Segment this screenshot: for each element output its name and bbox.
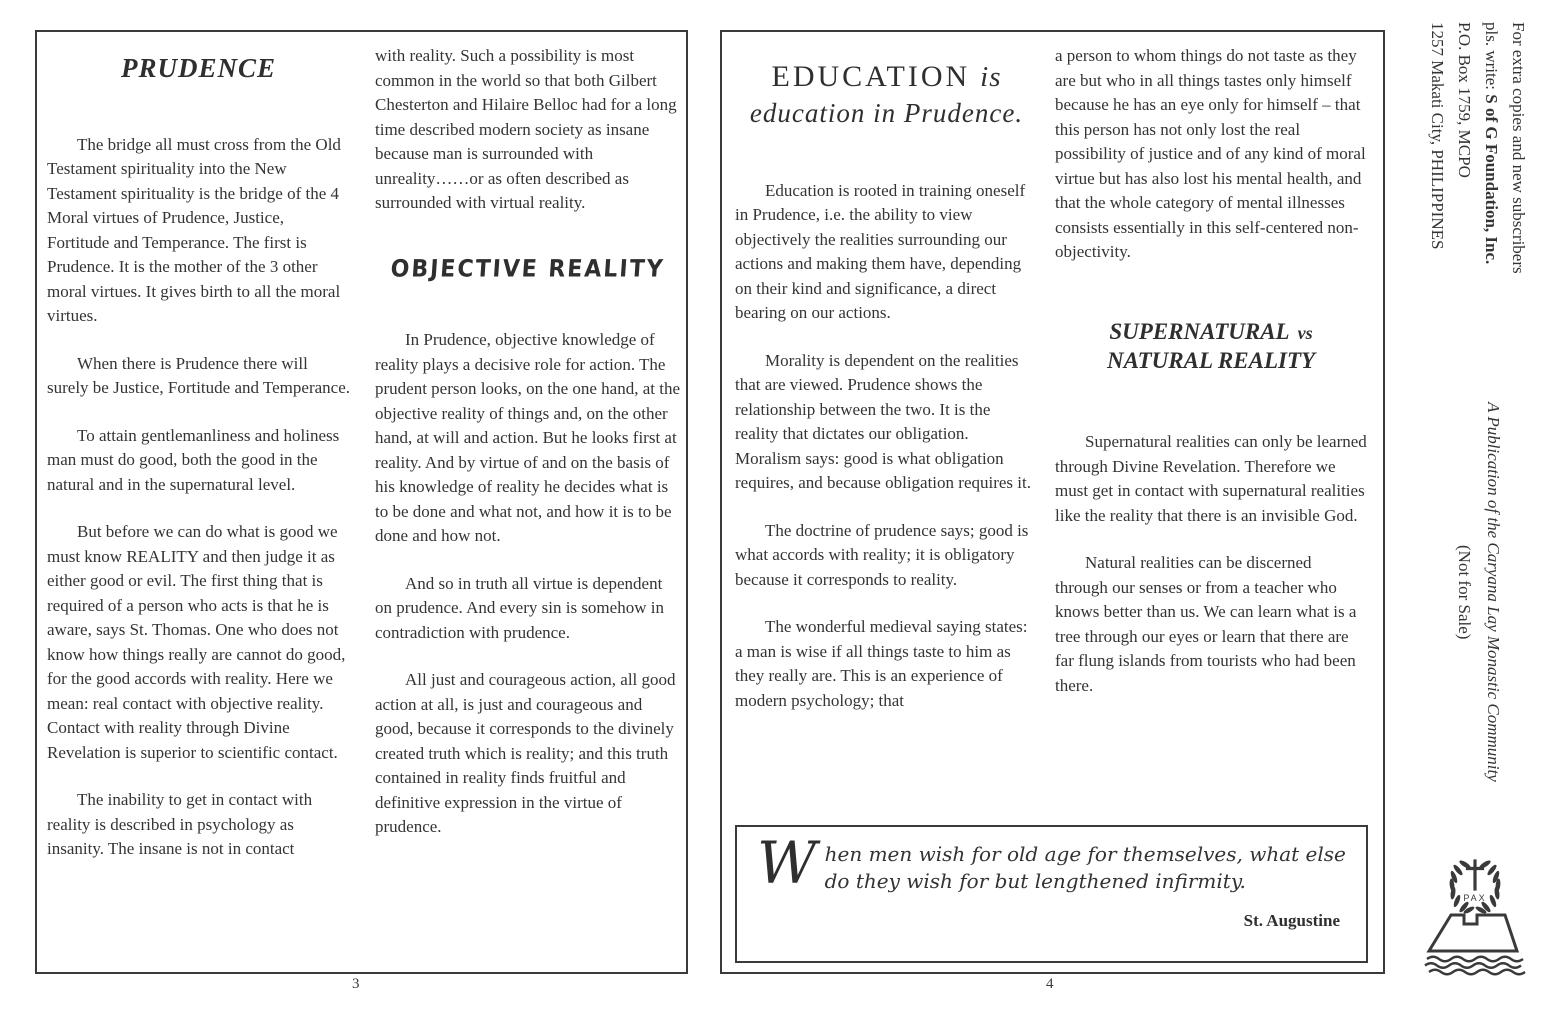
- paragraph: The bridge all must cross from the Old Testament spirituality into the New Testament spirituality is the bridge of the 4 Moral virtues of Prudence, Justice, Fortitude and Temperance. The first is Prudence. It is the mother of the 3 other moral virtues. It gives birth to all the moral virtues.: [47, 134, 341, 325]
- page4-column-2: [1055, 44, 1367, 721]
- page-4: [720, 30, 1385, 974]
- page-number-4: 4: [1046, 976, 1054, 992]
- quote-body: hen men wish for old age for themselves, what else do they wish for but lengthened infirmity.: [824, 842, 1346, 893]
- address-line: For extra copies and new subscribers: [1509, 22, 1528, 274]
- supernatural-heading: [1055, 317, 1367, 377]
- natural-reality-words: NATURAL REALITY: [1106, 348, 1316, 374]
- paragraph: All just and courageous action, all good action at all, is just and courageous and good, because it corresponds to the divinely created truth which is reality; and this truth contained in reality finds fruitful and definitive expression in the virtue of prudence.: [375, 670, 676, 836]
- water-waves: [1425, 957, 1525, 975]
- augustine-quote-box: [735, 825, 1368, 963]
- address-line: 1257 Makati City, PHILIPPINES: [1428, 22, 1447, 250]
- paragraph: Supernatural realities can only be learned through Divine Revelation. Therefore we must get in contact with supernatural realities like the reality that there is an invisible God.: [1055, 432, 1367, 525]
- publication-line: A Publication of the Caryana Lay Monastic Community: [1484, 402, 1503, 782]
- paragraph-continuation: a person to whom things do not taste as they are but who in all things tastes only himself because he has an eye only for himself – that this person has not only lost the real possibility of justice and of any kind of moral virtue but has also lost his mental health, and that the whole category of mental illnesses consists essentially in this self-centered non-objectivity.: [1055, 46, 1366, 261]
- publication-note: [1450, 372, 1508, 812]
- supernatural-word: SUPERNATURAL: [1109, 318, 1290, 344]
- subscription-address: [1424, 22, 1532, 322]
- pax-wreath-logo-icon: [1420, 858, 1530, 978]
- education-heading: [735, 60, 1038, 129]
- paragraph: Natural realities can be discerned through our senses or from a teacher who knows better than us. We can learn what is a tree through our eyes or learn that there are far flung islands from tourists who had been there.: [1055, 553, 1357, 695]
- objective-reality-heading: OBJECTIVE REALITY: [389, 255, 666, 283]
- foundation-name: S of G Foundation, Inc.: [1482, 94, 1501, 265]
- education-heading-line2: education in Prudence.: [749, 97, 1024, 128]
- address-line-prefix: pls. write:: [1482, 22, 1501, 95]
- paragraph: The wonderful medieval saying states: a man is wise if all things taste to him as they really are. This is an experience of modern psychology; that: [735, 617, 1028, 710]
- paragraph: But before we can do what is good we must know REALITY and then judge it as either good or evil. The first thing that is required of a person who acts is that he is aware, says St. Thomas. One who does not know how things really are cannot do good, for the good accords with reality. Here we mean: real contact with objective reality. Contact with reality through Divine Revelation is superior to scientific contact.: [47, 522, 346, 762]
- paragraph: The inability to get in contact with reality is described in psychology as insanity. The insane is not in contact: [47, 790, 313, 858]
- altar-shape: [1429, 915, 1517, 951]
- education-is: is: [980, 61, 1002, 93]
- education-heading-line1: [735, 60, 1038, 95]
- paragraph: The doctrine of prudence says; good is what accords with reality; it is obligatory because it corresponds to reality.: [735, 520, 1029, 589]
- pax-text: PAX: [1463, 893, 1487, 903]
- page-3: [35, 30, 688, 974]
- paragraph: When there is Prudence there will surely be Justice, Fortitude and Temperance.: [47, 353, 350, 397]
- quote-attribution: St. Augustine: [1243, 911, 1340, 930]
- page-number-3: 3: [352, 976, 360, 992]
- page3-column-2: [375, 44, 680, 863]
- page3-column-1: [47, 44, 350, 885]
- address-line: P.O. Box 1759, MCPO: [1455, 22, 1474, 178]
- address-line: [1478, 22, 1505, 322]
- paragraph: And so in truth all virtue is dependent on prudence. And every sin is somehow in contradiction with prudence.: [375, 573, 664, 642]
- paragraph: To attain gentlemanliness and holiness man must do good, both the good in the natural and in the supernatural level.: [47, 425, 340, 494]
- page4-column-1: [735, 44, 1038, 736]
- quote-dropcap: W: [757, 829, 817, 897]
- education-caps: EDUCATION: [771, 60, 971, 93]
- paragraph-continuation: with reality. Such a possibility is most common in the world so that both Gilbert Chesterton and Hilaire Belloc had for a long time described modern society as insane because man is surrounded with unreality……or as often described as surrounded with virtual reality.: [375, 46, 677, 212]
- paragraph: Morality is dependent on the realities that are viewed. Prudence shows the relationship between the two. It is the reality that dictates our obligation. Moralism says: good is what obligation requires, and because obligation requires it.: [735, 350, 1031, 493]
- quote-text: [755, 829, 1346, 934]
- prudence-heading: PRUDENCE: [120, 53, 277, 83]
- vs-word: vs: [1297, 322, 1313, 343]
- not-for-sale-line: (Not for Sale): [1455, 544, 1474, 640]
- paragraph: In Prudence, objective knowledge of reality plays a decisive role for action. The prudent person looks, on the one hand, at the objective reality of things and, on the other hand, at will and action. But he looks first at reality. And by virtue of and on the basis of his knowledge of reality he decides what is to be done and what not, and how it is to be done and how not.: [375, 330, 680, 545]
- paragraph: Education is rooted in training oneself in Prudence, i.e. the ability to view objectively the realities surrounding our actions and making them have, depending on their kind and significance, a direct bearing on our actions.: [735, 180, 1026, 323]
